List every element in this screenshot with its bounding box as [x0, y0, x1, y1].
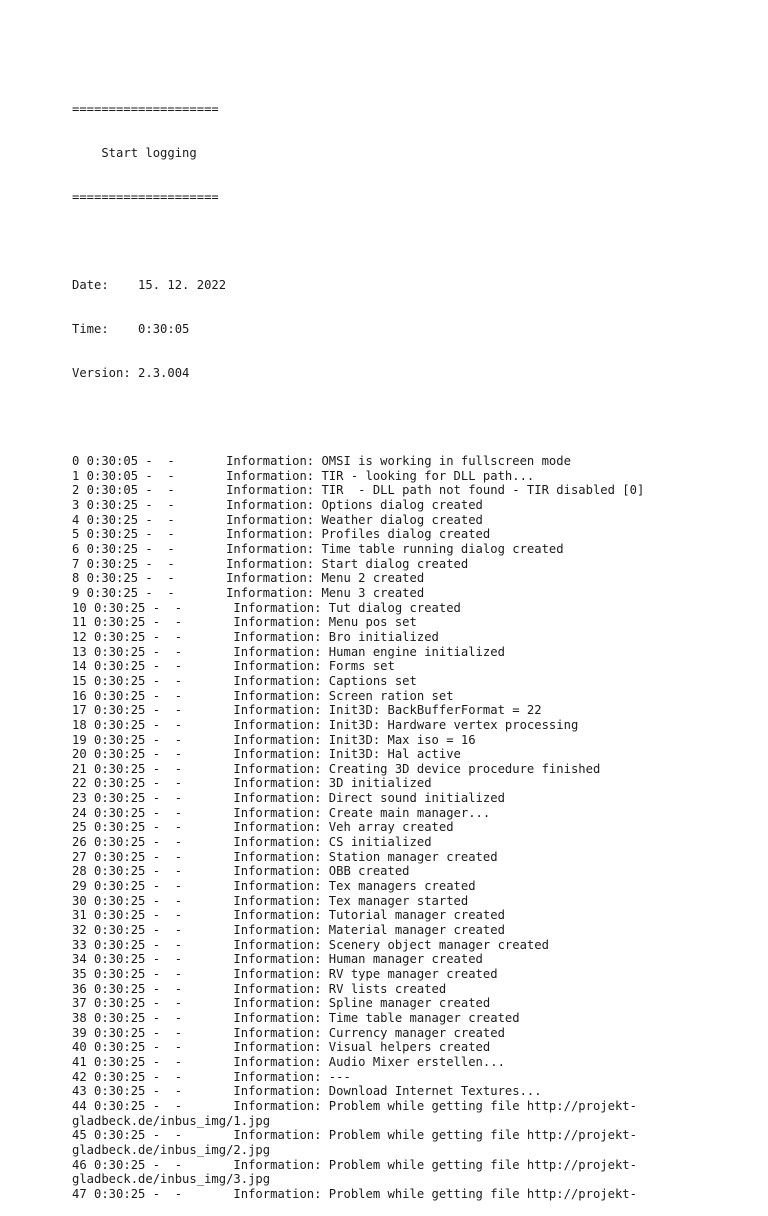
log-document — [72, 73, 762, 1216]
log-line: 5 0:30:25 - - Information: Profiles dialog created — [72, 527, 491, 542]
log-line: 25 0:30:25 - - Information: Veh array created — [72, 820, 454, 835]
log-line: 23 0:30:25 - - Information: Direct sound initialized — [72, 791, 505, 806]
log-line: 42 0:30:25 - - Information: --- — [72, 1069, 351, 1084]
log-line: 37 0:30:25 - - Information: Spline manager created — [72, 996, 491, 1011]
log-line: 15 0:30:25 - - Information: Captions set — [72, 673, 417, 688]
log-line: 7 0:30:25 - - Information: Start dialog created — [72, 556, 469, 571]
log-line: 26 0:30:25 - - Information: CS initialized — [72, 835, 432, 850]
log-line: 16 0:30:25 - - Information: Screen ration set — [72, 688, 454, 703]
log-line: 39 0:30:25 - - Information: Currency manager created — [72, 1025, 505, 1040]
header-title: Start logging — [72, 146, 197, 161]
log-line: gladbeck.de/inbus_img/2.jpg — [72, 1142, 271, 1157]
log-line: 22 0:30:25 - - Information: 3D initialized — [72, 776, 432, 791]
log-line: 36 0:30:25 - - Information: RV lists created — [72, 981, 447, 996]
log-line: 30 0:30:25 - - Information: Tex manager started — [72, 893, 469, 908]
log-line: 44 0:30:25 - - Information: Problem while getting file http://projekt- — [72, 1098, 637, 1113]
log-line: 46 0:30:25 - - Information: Problem while getting file http://projekt- — [72, 1157, 637, 1172]
log-line: 43 0:30:25 - - Information: Download Internet Textures... — [72, 1084, 542, 1099]
log-line: 14 0:30:25 - - Information: Forms set — [72, 659, 395, 674]
log-line: 4 0:30:25 - - Information: Weather dialog created — [72, 512, 483, 527]
log-line: 28 0:30:25 - - Information: OBB created — [72, 864, 410, 879]
log-line: 34 0:30:25 - - Information: Human manager created — [72, 952, 483, 967]
log-line: 41 0:30:25 - - Information: Audio Mixer erstellen... — [72, 1054, 505, 1069]
log-line: 47 0:30:25 - - Information: Problem while getting file http://projekt- — [72, 1186, 637, 1201]
version-line: Version: 2.3.004 — [72, 366, 190, 381]
blank-line — [72, 410, 762, 425]
header-rule-top: ==================== — [72, 102, 219, 117]
date-line: Date: 15. 12. 2022 — [72, 278, 227, 293]
log-line: 13 0:30:25 - - Information: Human engine initialized — [72, 644, 505, 659]
log-line: 29 0:30:25 - - Information: Tex managers created — [72, 879, 476, 894]
log-line: 17 0:30:25 - - Information: Init3D: BackBufferFormat = 22 — [72, 703, 542, 718]
log-line: 11 0:30:25 - - Information: Menu pos set — [72, 615, 417, 630]
log-lines — [72, 454, 762, 1201]
log-line: 2 0:30:05 - - Information: TIR - DLL path not found - TIR disabled [0] — [72, 483, 645, 498]
log-line: 21 0:30:25 - - Information: Creating 3D device procedure finished — [72, 761, 601, 776]
log-line: 3 0:30:25 - - Information: Options dialog created — [72, 498, 483, 512]
log-line: 20 0:30:25 - - Information: Init3D: Hal active — [72, 747, 461, 762]
log-line: 6 0:30:25 - - Information: Time table running dialog created — [72, 541, 564, 556]
log-line: 40 0:30:25 - - Information: Visual helpers created — [72, 1040, 491, 1055]
log-line: 35 0:30:25 - - Information: RV type manager created — [72, 967, 498, 981]
log-line: 31 0:30:25 - - Information: Tutorial manager created — [72, 908, 505, 923]
log-line: 12 0:30:25 - - Information: Bro initialized — [72, 629, 439, 644]
log-line: 24 0:30:25 - - Information: Create main manager... — [72, 805, 491, 820]
log-line: 38 0:30:25 - - Information: Time table manager created — [72, 1010, 520, 1025]
log-line: 9 0:30:25 - - Information: Menu 3 created — [72, 585, 425, 600]
log-line: 1 0:30:05 - - Information: TIR - looking for DLL path... — [72, 468, 535, 483]
log-line: 8 0:30:25 - - Information: Menu 2 created — [72, 571, 425, 586]
time-line: Time: 0:30:05 — [72, 322, 190, 337]
log-line: gladbeck.de/inbus_img/1.jpg — [72, 1113, 271, 1128]
log-line: 45 0:30:25 - - Information: Problem while getting file http://projekt- — [72, 1128, 637, 1143]
log-line: 18 0:30:25 - - Information: Init3D: Hardware vertex processing — [72, 717, 579, 732]
blank-line — [72, 234, 762, 249]
log-line: 32 0:30:25 - - Information: Material manager created — [72, 923, 505, 938]
log-line: 0 0:30:05 - - Information: OMSI is working in fullscreen mode — [72, 454, 571, 469]
log-line: 10 0:30:25 - - Information: Tut dialog created — [72, 600, 461, 615]
log-line: 27 0:30:25 - - Information: Station manager created — [72, 849, 498, 864]
log-line: 19 0:30:25 - - Information: Init3D: Max iso = 16 — [72, 732, 476, 747]
log-line: gladbeck.de/inbus_img/3.jpg — [72, 1172, 271, 1187]
header-rule-bottom: ==================== — [72, 190, 219, 205]
log-line: 33 0:30:25 - - Information: Scenery object manager created — [72, 937, 549, 952]
